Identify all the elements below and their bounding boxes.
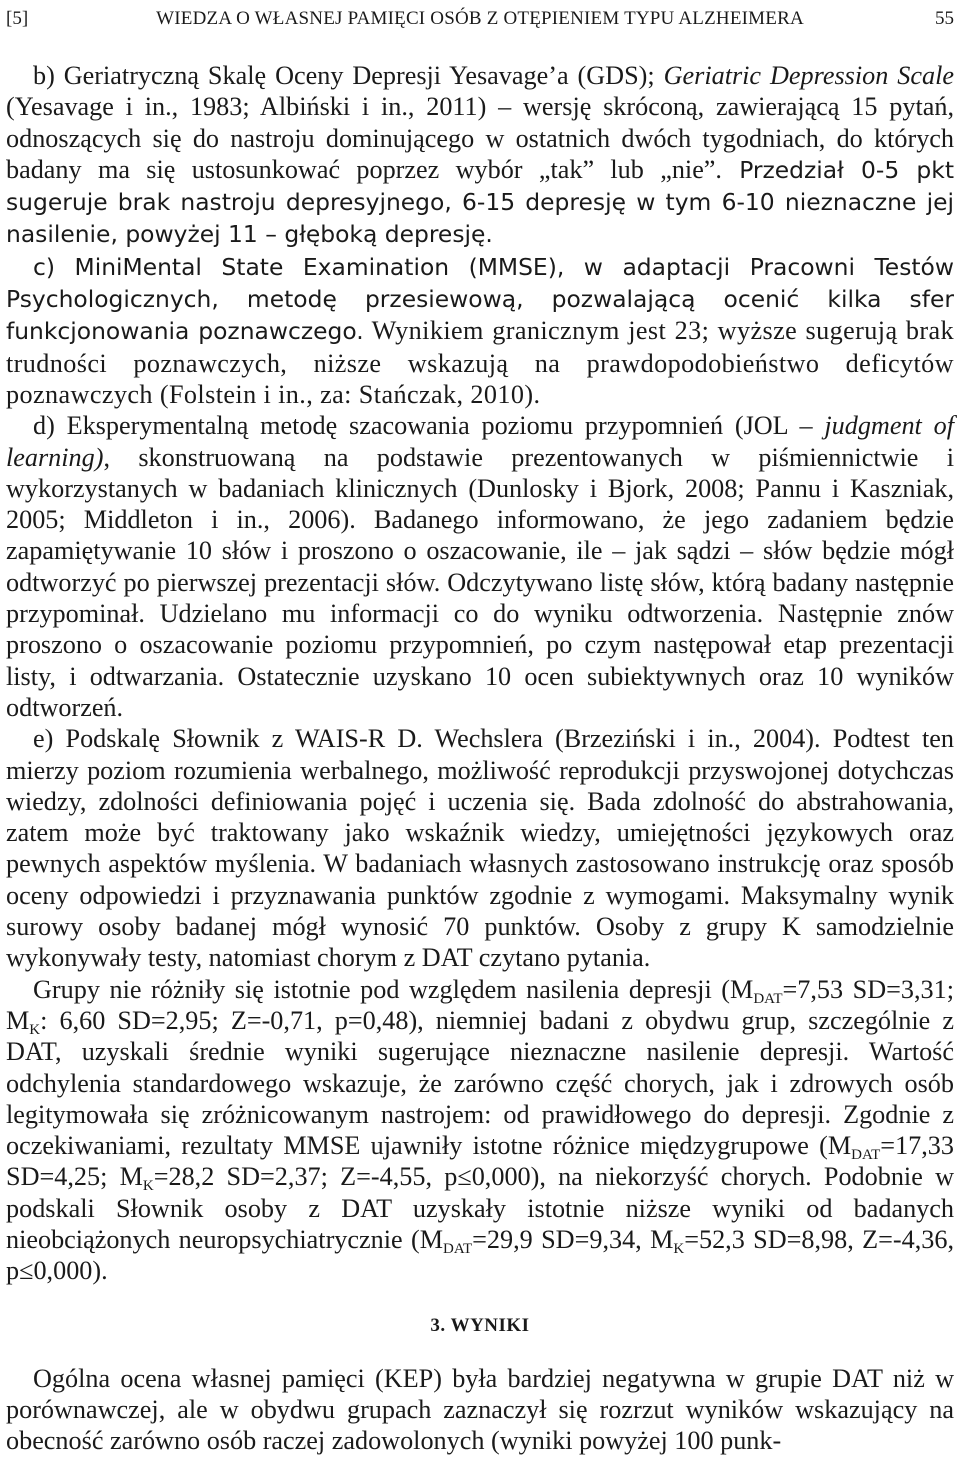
gds-text-2: (Yesavage i in., 1983; Albiński i in., 2011) – wersję skróconą, zawierającą 15 pytań, odnoszących się do nastroju dominującego w ostatnich dwóch tygodniach, do których badany ma się ustosunkować poprzez wybór „tak” lub „nie”.: [6, 92, 954, 184]
gds-text-1: b) Geriatryczną Skalę Oceny Depresji Yesavage’a (GDS);: [33, 61, 664, 90]
paragraph-results: [6, 1363, 954, 1457]
groups-text-5: =28,2 SD=2,37; Z=-4,55, p≤0,000), na niekorzyść chorych. Podobnie w podskali Słownik osoby z DAT uzyskały istotnie niższe wyniki od badanych nieobciążonych neuropsychiatrycznie (M: [6, 1162, 954, 1254]
groups-text-4: =17,33 SD=4,25; M: [6, 1131, 954, 1192]
body-text: [6, 60, 954, 1456]
chapter-mark: [5]: [6, 8, 29, 29]
groups-text-2: =7,53 SD=3,31; M: [6, 974, 955, 1035]
groups-text-1: Grupy nie różniły się istotnie pod względem nasilenia depresji (M: [33, 974, 754, 1004]
running-head-title: WIEDZA O WŁASNEJ PAMIĘCI OSÓB Z OTĘPIENIEM TYPU ALZHEIMERA: [156, 8, 804, 29]
groups-text-6: =29,9 SD=9,34, M: [472, 1224, 674, 1254]
mmse-text-1: c) MiniMental State Examination (MMSE), w adaptacji Pracowni Testów Psychologicznych, metodę przesiewową, pozwalającą ocenić kilka sfer funkcjonowania poznawczego.: [6, 252, 954, 346]
paragraph-mmse: [6, 251, 954, 410]
subscript-dat: DAT: [851, 1147, 881, 1164]
mmse-text-2: Wynikiem granicznym jest 23; wyższe sugerują brak trudności poznawczych, niższe wskazują na prawdopodobieństwo deficytów poznawczych (Folstein i in., za: Stańczak, 2010).: [6, 316, 955, 409]
paragraph-wais: [6, 723, 954, 973]
groups-text-3: : 6,60 SD=2,95; Z=-0,71, p=0,48), niemniej badani z obydwu grup, szczególnie z DAT, uzyskali średnie wyniki sugerujące nieznaczne nasilenie depresji. Wartość odchylenia standardowego wskazuje, że zarówno część chorych, jak i zdrowych osób legitymowała się zróżnicowanym nastrojem: od prawidłowego do depresji. Zgodnie z oczekiwaniami, rezultaty MMSE ujawniły istotne różnice międzygrupowe (M: [6, 1005, 954, 1161]
paragraph-groups: [6, 974, 954, 1287]
jol-text-1: d) Eksperymentalną metodę szacowania poziomu przypomnień (JOL –: [33, 411, 825, 441]
wais-text: e) Podskalę Słownik z WAIS-R D. Wechslera (Brzeziński i in., 2004). Podtest ten mierzy poziom rozumienia werbalnego, możliwość reprodukcji przyswojonej dotychczas wiedzy, zdolności definiowania pojęć i uczenia się. Bada zdolność do abstrahowania, zatem może być traktowany jako wskaźnik wiedzy, umiejętności językowych oraz pewnych aspektów myślenia. W badaniach własnych zastosowano instrukcję oraz sposób oceny odpowiedzi i przyznawania punktów zgodnie z wymogami. Maksymalny wynik surowy osoby badanej mógł wynosić 70 punktów. Osoby z grupy K samodzielnie wykonywały testy, natomiast chorym z DAT czytano pytania.: [6, 724, 954, 973]
subscript-dat: DAT: [442, 1240, 473, 1257]
jol-text-2: , skonstruowaną na podstawie prezentowanych w piśmiennictwie i wykorzystanych w badaniach klinicznych (Dunlosky i Bjork, 2008; Pannu i Kaszniak, 2005; Middleton i in., 2006). Badanego informowano, że jego zadaniem będzie zapamiętywanie 10 słów i proszono o oszacowanie, ile – jak sądzi – słów będzie mógł odtworzyć po pierwszej prezentacji słów. Odczytywano listę słów, którą badany następnie przypominał. Udzielano mu informacji co do wyniku odtworzenia. Następnie znów proszono o oszacowanie poziomu przypomnień, po czym następował etap prezentacji listy, i odtwarzania. Ostatecznie uzyskano 10 ocen subiektywnych oraz 10 wyników odtworzeń.: [6, 442, 954, 722]
gds-english-name: Geriatric Depression Scale: [663, 61, 954, 90]
subscript-k: K: [142, 1178, 154, 1195]
results-text: Ogólna ocena własnej pamięci (KEP) była bardziej negatywna w grupie DAT niż w porównawczej, ale w obydwu grupach zaznaczył się rozrzut wyników wskazujący na obecność zarówno osób raczej zadowolonych (wyniki powyżej 100 punk-: [6, 1363, 954, 1456]
gds-text-3: Przedział 0-5 pkt sugeruje brak nastroju depresyjnego, 6-15 depresję w tym 6-10 nieznaczne jej nasilenie, powyżej 11 – głęboką depresję.: [6, 155, 954, 249]
section-heading: 3. WYNIKI: [430, 1314, 530, 1336]
paragraph-jol: [6, 410, 954, 723]
groups-text-7: =52,3 SD=8,98, Z=-4,36, p≤0,000).: [6, 1224, 954, 1286]
jol-english-name: judgment of learning): [6, 411, 954, 472]
subscript-k: K: [673, 1240, 685, 1257]
subscript-dat: DAT: [753, 990, 783, 1007]
subscript-k: K: [29, 1021, 41, 1038]
running-head: [6, 4, 954, 34]
page-number: 55: [935, 8, 954, 29]
paragraph-gds: [6, 60, 954, 251]
